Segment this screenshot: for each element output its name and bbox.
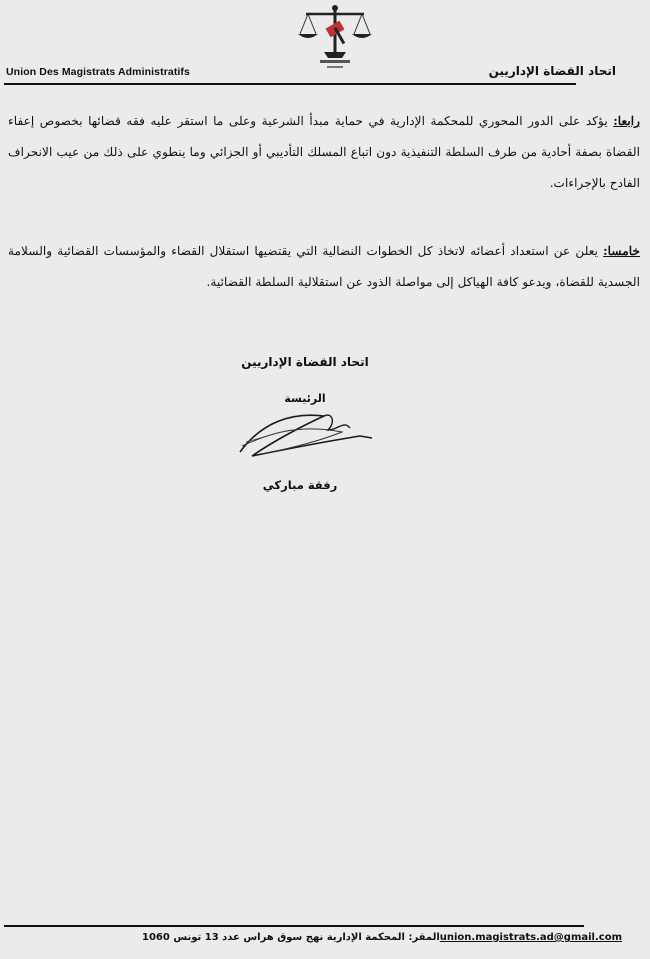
header-divider <box>4 83 576 85</box>
paragraph-fourth-label: رابعا: <box>613 114 640 128</box>
footer <box>142 932 622 943</box>
header-org-arabic: اتحاد القضاة الإداريين <box>488 64 616 78</box>
signature-title: الرئيسة <box>284 392 326 405</box>
signature-org: اتحاد القضاة الإداريين <box>241 355 369 369</box>
paragraph-fourth-text: يؤكد على الدور المحوري للمحكمة الإدارية في حماية مبدأ الشرعية وعلى ما استقر عليه فقه قضائها بخصوص إعفاء القضاة بصفة أحادية من طرف السلطة التنفيذية دون اتباع المسلك التأديبي أو الجزائي وما ينطوي على ذلك من عيب الانحراف الفادح بالإجراءات. <box>8 114 640 190</box>
footer-email-link[interactable]: union.magistrats.ad@gmail.com <box>439 932 623 943</box>
handwritten-signature <box>232 402 382 464</box>
header-org-french: Union Des Magistrats Administratifs <box>6 66 190 78</box>
signature-name: رفقة مباركي <box>262 478 338 492</box>
paragraph-fourth <box>8 106 640 199</box>
footer-address: المقر: المحكمة الإدارية نهج سوق هراس عدد 13 تونس 1060 <box>142 932 440 943</box>
scales-of-justice-icon <box>294 2 376 74</box>
paragraph-fifth-label: خامسا: <box>603 244 640 258</box>
paragraph-fifth-text: يعلن عن استعداد أعضائه لاتخاذ كل الخطوات النضالية التي يقتضيها استقلال القضاء والمؤسسات القضائية والسلامة الجسدية للقضاة، ويدعو كافة الهياكل إلى مواصلة الذود عن استقلالية السلطة القضائية. <box>8 244 640 289</box>
footer-divider <box>4 925 584 927</box>
paragraph-fifth <box>8 236 640 298</box>
